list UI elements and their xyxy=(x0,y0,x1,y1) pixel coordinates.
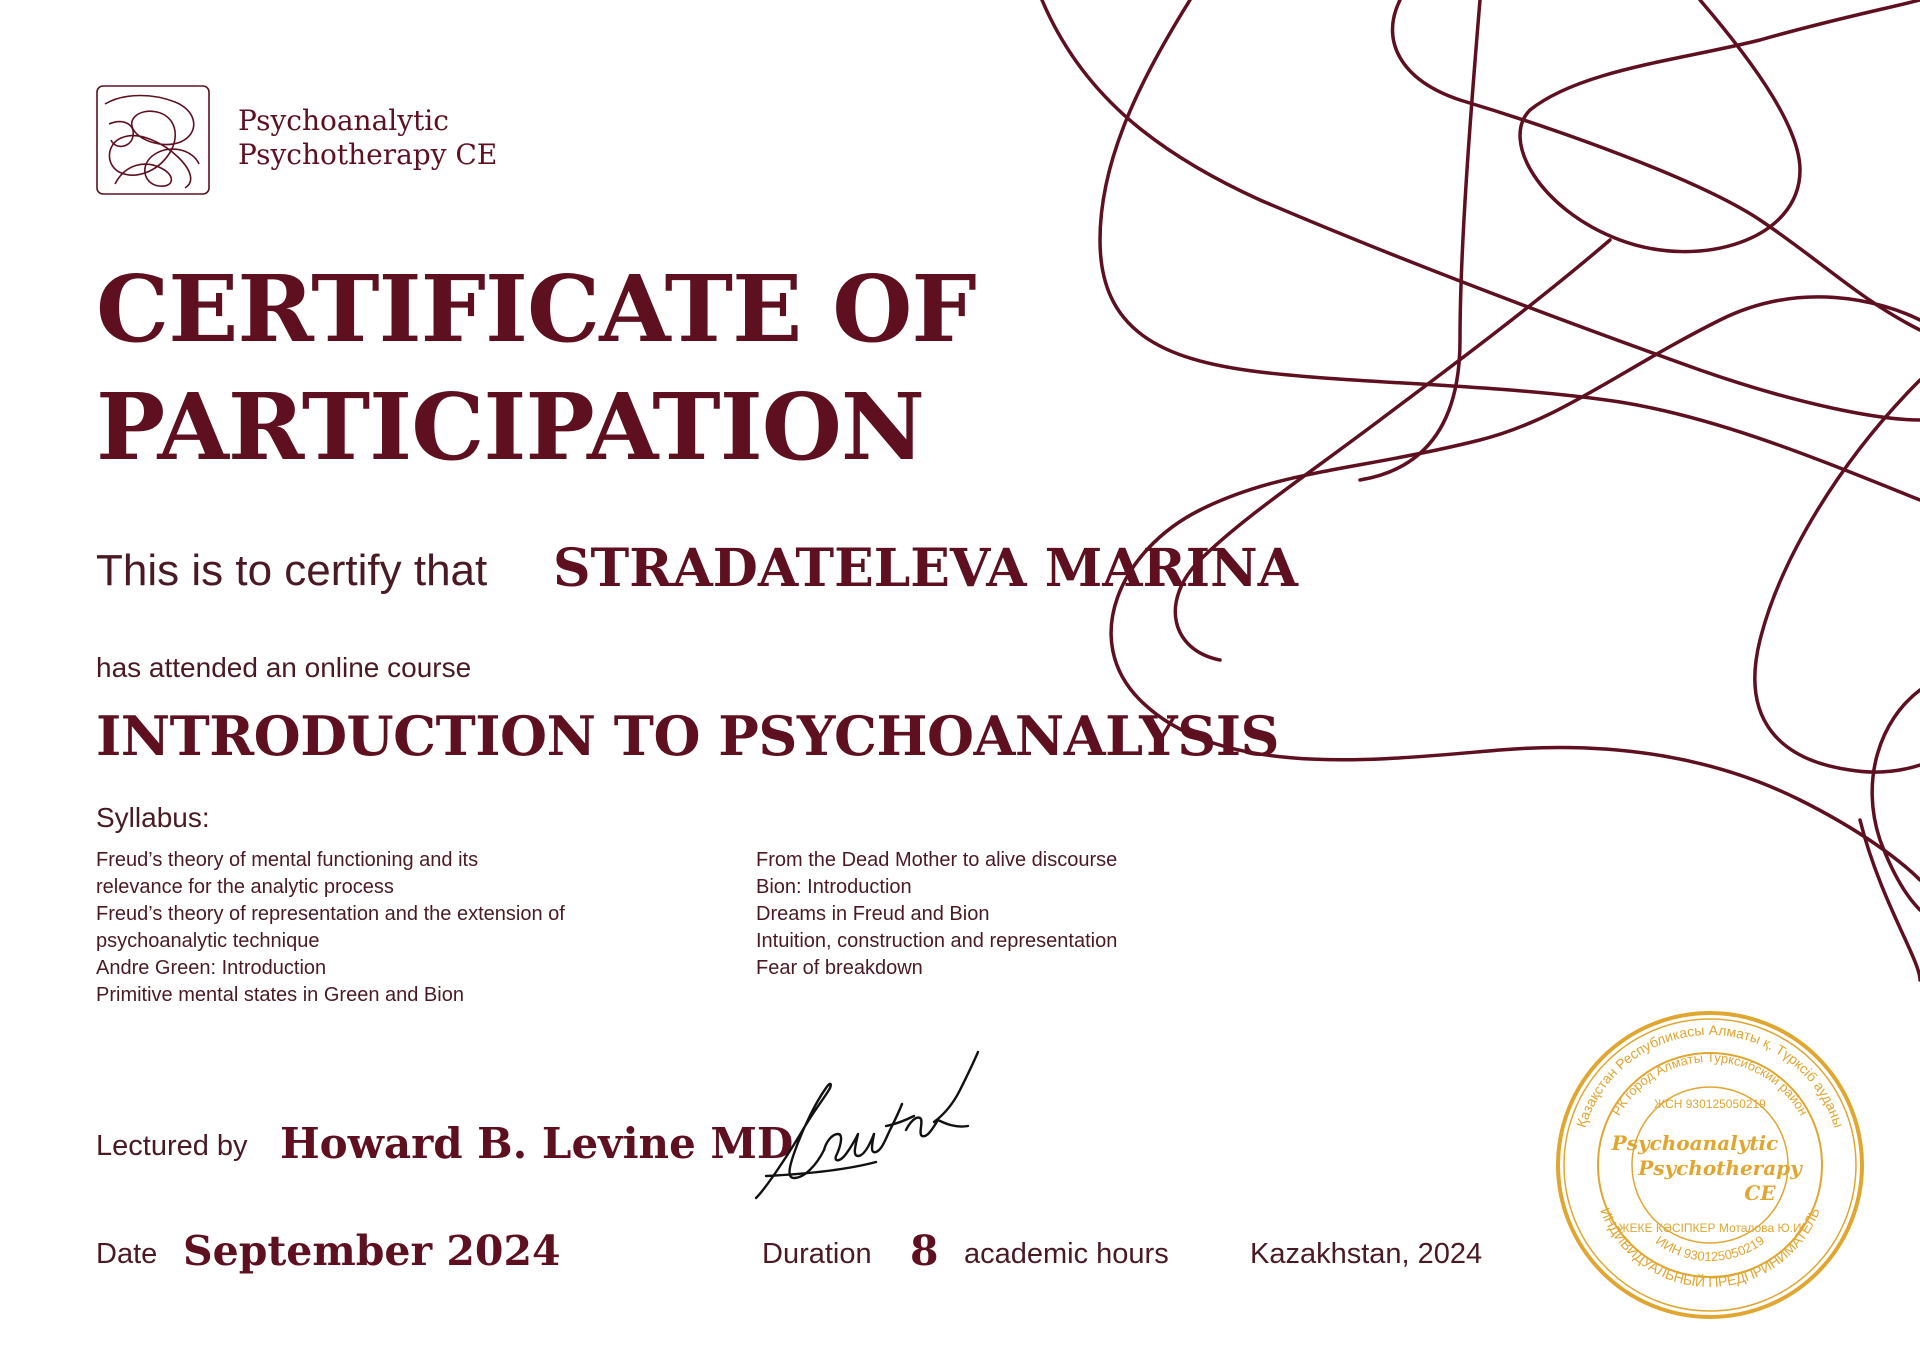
recipient-name: STRADATELEVA MARINA xyxy=(553,538,1299,599)
stamp-inner-text: РК город Алматы Турксибский район xyxy=(1608,1049,1812,1118)
stamp-id-top: ЖСН 930125050219 xyxy=(1654,1097,1766,1111)
syllabus-line: Andre Green: Introduction xyxy=(96,957,327,979)
stamp-id-bottom: ИИН 930125050219 xyxy=(1653,1232,1767,1265)
certificate-title-line1: CERTIFICATE OF xyxy=(96,255,976,363)
date-value: September 2024 xyxy=(183,1227,561,1275)
lecturer-label: Lectured by xyxy=(96,1130,248,1162)
svg-text:ИНДИВИДУАЛЬНЫЙ ПРЕДПРИНИМАТЕЛЬ xyxy=(1597,1205,1822,1290)
syllabus-line: From the Dead Mother to alive discourse xyxy=(756,849,1118,871)
duration-value: 8 xyxy=(910,1227,939,1275)
organization-name xyxy=(238,104,497,172)
lecturer-name: Howard B. Levine MD xyxy=(280,1119,794,1168)
organization-name-line2: Psychotherapy CE xyxy=(238,138,498,171)
syllabus-line: Freud’s theory of representation and the extension of xyxy=(96,903,565,925)
course-title: INTRODUCTION TO PSYCHOANALYSIS xyxy=(96,704,1279,768)
syllabus-line: Bion: Introduction xyxy=(756,876,912,898)
syllabus-line: psychoanalytic technique xyxy=(96,930,320,952)
stamp-name-line3: CE xyxy=(1744,1181,1776,1205)
svg-text:ИИН 930125050219 xyxy=(1653,1233,1767,1265)
stamp-outer-text: Қазақстан Республикасы Алматы қ. Түрксіб ауданы xyxy=(1572,1021,1848,1130)
syllabus-line: Intuition, construction and representation xyxy=(756,930,1118,952)
certificate-title-line2: PARTICIPATION xyxy=(96,373,925,481)
logo-icon xyxy=(95,84,211,196)
official-stamp xyxy=(1545,1000,1875,1330)
signature-image xyxy=(746,1038,986,1203)
attended-label: has attended an online course xyxy=(96,652,472,683)
certify-label: This is to certify that xyxy=(96,546,488,595)
duration-label: Duration xyxy=(762,1238,872,1270)
syllabus-label: Syllabus: xyxy=(96,802,210,833)
syllabus-line: Fear of breakdown xyxy=(756,957,923,979)
certificate-title xyxy=(96,250,976,486)
date-label: Date xyxy=(96,1238,158,1270)
stamp-bottom-inner: ЖЕКЕ КӘСІПКЕР Моталова Ю.И xyxy=(1618,1221,1802,1235)
syllabus-column-1 xyxy=(96,847,565,1009)
syllabus-line: Primitive mental states in Green and Bion xyxy=(96,984,464,1006)
syllabus-line: Freud’s theory of mental functioning and its xyxy=(96,849,479,871)
organization-name-line1: Psychoanalytic xyxy=(238,104,449,137)
syllabus-column-2 xyxy=(756,847,1117,982)
stamp-name-line1: Psychoanalytic xyxy=(1611,1131,1779,1155)
place-year: Kazakhstan, 2024 xyxy=(1250,1238,1483,1270)
stamp-name-line2: Psychotherapy xyxy=(1638,1156,1802,1180)
stamp-bottom-outer: ИНДИВИДУАЛЬНЫЙ ПРЕДПРИНИМАТЕЛЬ xyxy=(1597,1205,1823,1291)
syllabus-line: Dreams in Freud and Bion xyxy=(756,903,990,925)
syllabus-line: relevance for the analytic process xyxy=(96,876,394,898)
duration-unit: academic hours xyxy=(964,1238,1169,1270)
